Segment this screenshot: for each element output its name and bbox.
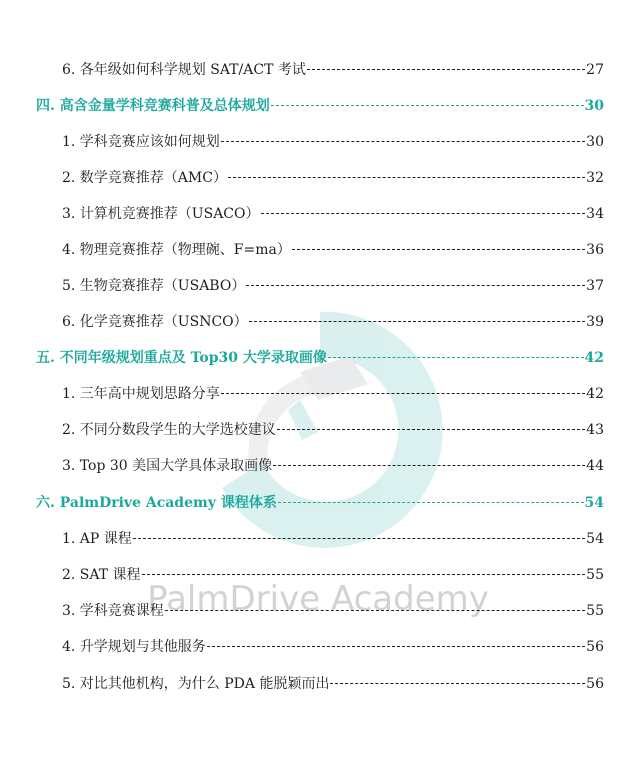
toc-entry[interactable]: [62, 59, 604, 81]
toc-section-heading[interactable]: [36, 95, 604, 117]
toc-section-heading[interactable]: [36, 492, 604, 514]
toc-dash-leader: [273, 465, 585, 466]
toc-dash-leader: [330, 683, 585, 684]
toc-entry-title: 六. PalmDrive Academy 课程体系: [36, 495, 277, 511]
toc-entry[interactable]: [62, 131, 604, 153]
toc-page-number: 27: [586, 62, 604, 78]
toc-page-number: 30: [584, 98, 604, 114]
toc-dash-leader: [221, 141, 585, 142]
toc-entry[interactable]: [62, 275, 604, 297]
toc-dash-leader: [221, 393, 585, 394]
toc-entry[interactable]: [62, 311, 604, 333]
toc-entry-title: 3. 学科竞赛课程: [62, 603, 164, 619]
toc-page-number: 32: [586, 170, 604, 186]
toc-entry[interactable]: [62, 528, 604, 550]
toc-entry[interactable]: [62, 419, 604, 441]
toc-page-number: 44: [586, 458, 604, 474]
toc-page-number: 37: [586, 278, 604, 294]
toc-page-number: 55: [586, 567, 604, 583]
toc-dash-leader: [228, 177, 585, 178]
toc-entry-title: 3. 计算机竞赛推荐（USACO）: [62, 206, 260, 222]
toc-page-number: 36: [586, 242, 604, 258]
toc-entry[interactable]: [62, 383, 604, 405]
toc-dash-leader: [277, 429, 585, 430]
toc-page-number: 39: [586, 314, 604, 330]
toc-entry[interactable]: [62, 673, 604, 695]
toc-entry-title: 五. 不同年级规划重点及 Top30 大学录取画像: [36, 350, 327, 366]
toc-page-number: 56: [586, 639, 604, 655]
toc-entry[interactable]: [62, 564, 604, 586]
toc-page-number: 42: [586, 386, 604, 402]
toc-dash-leader: [261, 213, 586, 214]
toc-entry-title: 四. 高含金量学科竞赛科普及总体规划: [36, 98, 270, 114]
toc-dash-leader: [271, 105, 584, 106]
toc-entry-title: 1. 学科竞赛应该如何规划: [62, 134, 220, 150]
toc-entry-title: 3. Top 30 美国大学具体录取画像: [62, 458, 273, 474]
toc-dash-leader: [133, 538, 585, 539]
toc-dash-leader: [165, 610, 585, 611]
toc-entry-title: 4. 升学规划与其他服务: [62, 639, 206, 655]
toc-entry[interactable]: [62, 636, 604, 658]
toc-entry-title: 2. 数学竞赛推荐（AMC）: [62, 170, 227, 186]
toc-entry[interactable]: [62, 203, 604, 225]
toc-page-number: 54: [586, 531, 604, 547]
toc-page-number: 56: [586, 676, 604, 692]
toc-dash-leader: [246, 285, 585, 286]
toc-entry-title: 6. 各年级如何科学规划 SAT/ACT 考试: [62, 62, 306, 78]
toc-page-number: 55: [586, 603, 604, 619]
toc-entry[interactable]: [62, 167, 604, 189]
toc-entry[interactable]: [62, 239, 604, 261]
watermark-text: PalmDrive Academy: [147, 579, 489, 619]
toc-page-number: 30: [586, 134, 604, 150]
toc-entry-title: 5. 生物竞赛推荐（USABO）: [62, 278, 246, 294]
toc-page-number: 34: [586, 206, 604, 222]
toc-entry[interactable]: [62, 455, 604, 477]
toc-dash-leader: [307, 69, 585, 70]
toc-dash-leader: [207, 646, 585, 647]
toc-dash-leader: [328, 357, 584, 358]
toc-entry-title: 4. 物理竞赛推荐（物理碗、F=ma）: [62, 242, 291, 258]
toc-entry-title: 2. 不同分数段学生的大学选校建议: [62, 422, 276, 438]
toc-dash-leader: [278, 502, 584, 503]
toc-entry-title: 1. AP 课程: [62, 531, 132, 547]
toc-dash-leader: [292, 249, 585, 250]
toc-entry-title: 6. 化学竞赛推荐（USNCO）: [62, 314, 248, 330]
toc-page-number: 43: [586, 422, 604, 438]
toc-dash-leader: [249, 321, 586, 322]
toc-page-number: 54: [584, 495, 604, 511]
toc-page-number: 42: [584, 350, 604, 366]
toc-entry-title: 5. 对比其他机构，为什么 PDA 能脱颖而出: [62, 676, 330, 692]
toc-entry[interactable]: [62, 600, 604, 622]
toc-dash-leader: [142, 574, 586, 575]
toc-entry-title: 2. SAT 课程: [62, 567, 141, 583]
toc-section-heading[interactable]: [36, 347, 604, 369]
toc-entry-title: 1. 三年高中规划思路分享: [62, 386, 220, 402]
